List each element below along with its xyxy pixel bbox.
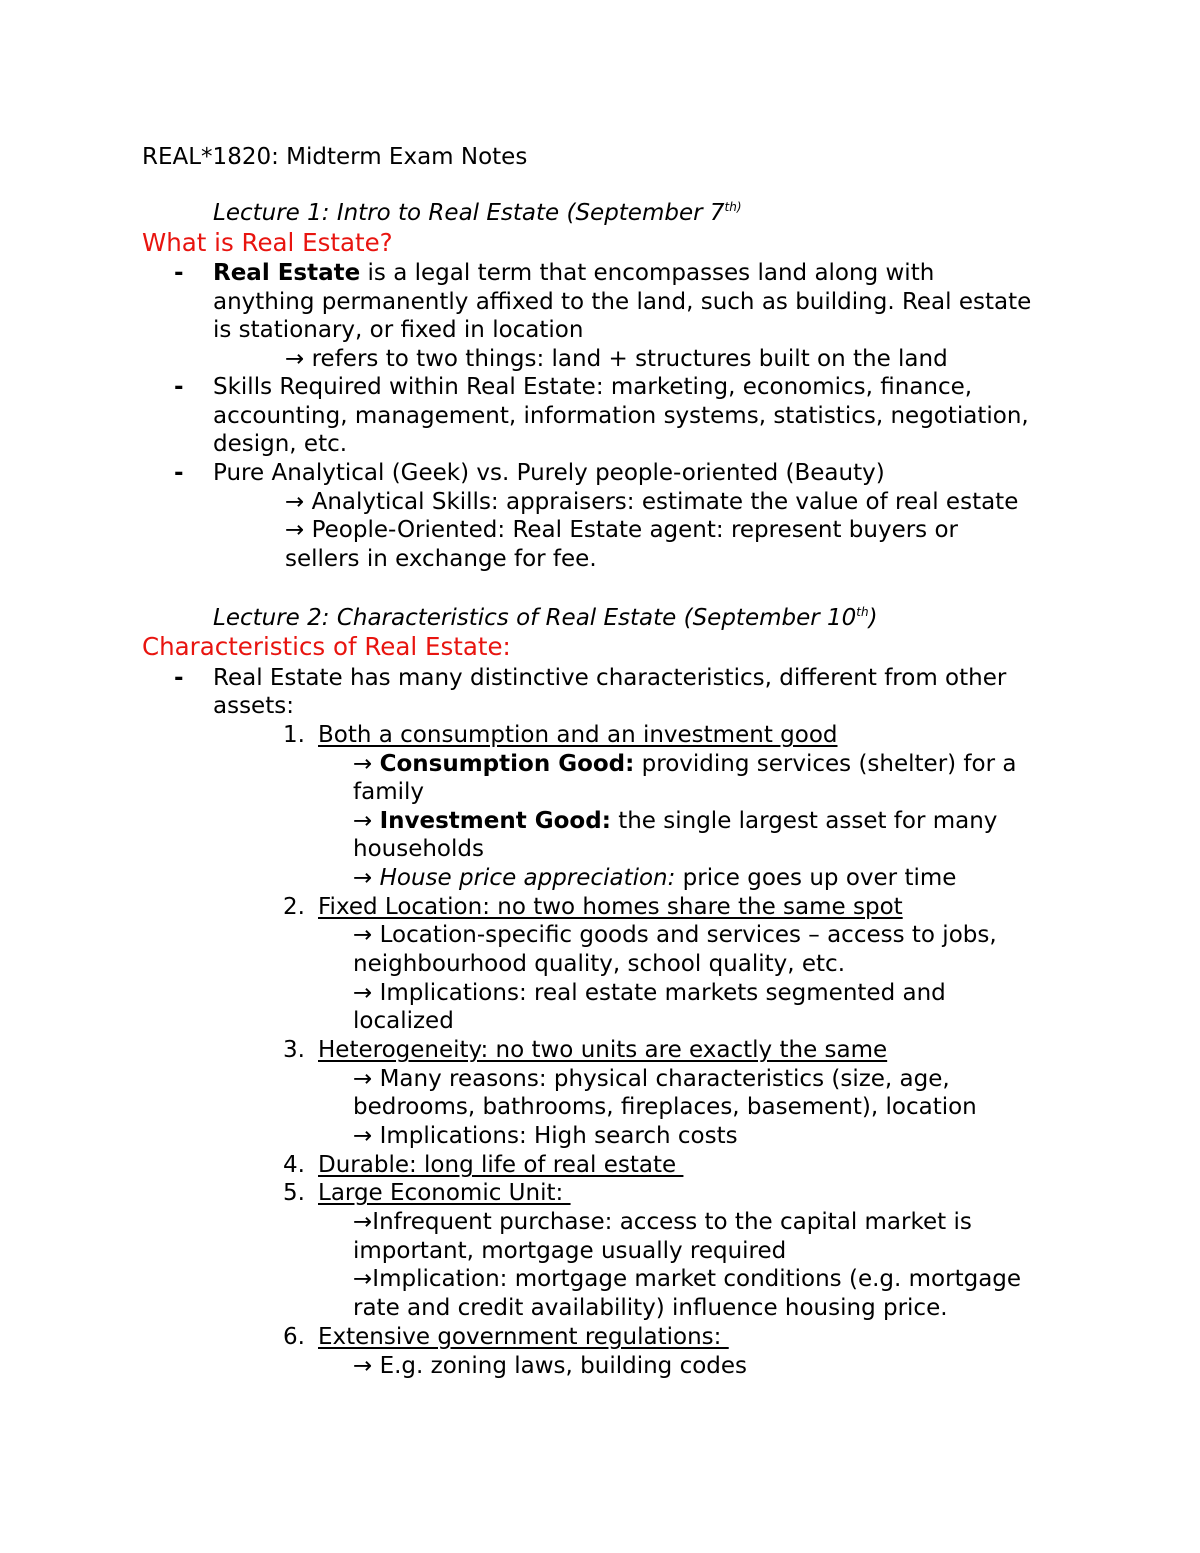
sub-point: → Consumption Good: providing services (shelter) for a [353, 751, 1017, 777]
arrow-icon: → [285, 517, 305, 543]
bullet-distinctive-characteristics: Real Estate has many distinctive characteristics, different from other [213, 665, 1007, 691]
sub-point: → E.g. zoning laws, building codes [353, 1353, 748, 1379]
section-heading-characteristics: Characteristics of Real Estate: [142, 632, 511, 661]
text-line: anything permanently affixed to the land, such as building. Real estate [213, 289, 1032, 315]
lecture-2-heading: Lecture 2: Characteristics of Real Estate (September 10th) [213, 605, 878, 631]
bullet-analytical-vs-people: Pure Analytical (Geek) vs. Purely people-oriented (Beauty) [213, 460, 885, 486]
list-number: 6. [283, 1324, 305, 1350]
list-number: 2. [283, 894, 305, 920]
list-number: 3. [283, 1037, 305, 1063]
sub-point: →Infrequent purchase: access to the capital market is [353, 1209, 972, 1235]
section-heading-what-is-real-estate: What is Real Estate? [142, 228, 393, 257]
lecture-1-heading: Lecture 1: Intro to Real Estate (September $7^{th)}$ [213, 200, 742, 226]
list-item-title: Fixed Location: no two homes share the same spot [318, 894, 903, 920]
arrow-icon: → [353, 1266, 373, 1292]
list-number: 5. [283, 1180, 305, 1206]
text-line: design, etc. [213, 431, 348, 457]
text-line: assets: [213, 693, 294, 719]
text-line: households [353, 836, 484, 862]
text-line: sellers in exchange for fee. [285, 546, 597, 572]
arrow-icon: → [353, 922, 373, 948]
sub-point: → Many reasons: physical characteristics (size, age, [353, 1066, 950, 1092]
sub-point: → Analytical Skills: appraisers: estimate the value of real estate [285, 489, 1019, 515]
arrow-icon: → [353, 751, 373, 777]
text-line: rate and credit availability) influence housing price. [353, 1295, 948, 1321]
sub-point: → Implications: High search costs [353, 1123, 738, 1149]
arrow-icon: → [285, 346, 305, 372]
text-line: important, mortgage usually required [353, 1238, 787, 1264]
list-item-title: Large Economic Unit: [318, 1180, 571, 1206]
bullet-skills-required: Skills Required within Real Estate: marketing, economics, finance, [213, 374, 973, 400]
arrow-icon: → [353, 1123, 373, 1149]
text-line: neighbourhood quality, school quality, etc. [353, 951, 846, 977]
sub-point: → refers to two things: land + structures built on the land [285, 346, 948, 372]
text-line: bedrooms, bathrooms, fireplaces, basement), location [353, 1094, 977, 1120]
text-line: is stationary, or fixed in location [213, 317, 584, 343]
arrow-icon: → [353, 865, 373, 891]
sub-point: → People-Oriented: Real Estate agent: represent buyers or [285, 517, 959, 543]
arrow-icon: → [353, 980, 373, 1006]
arrow-icon: → [353, 1066, 373, 1092]
arrow-icon: → [353, 808, 373, 834]
sub-point: → Investment Good: the single largest asset for many [353, 808, 998, 834]
arrow-icon: → [353, 1353, 373, 1379]
text-line: accounting, management, information systems, statistics, negotiation, [213, 403, 1029, 429]
text-line: family [353, 779, 424, 805]
document-page: REAL*1820: Midterm Exam Notes Lecture 1: Intro to Real Estate (September $7^{th)}$ What is Real Estate? - Real Estate is a legal term that encompasses land along with anything permanently affixed to the land, such as building. Real estate is stationary, or fixed in location → refers to two things: land + structures built on the land - Skills Required within Real Estate: marketing, economics, finance, accounting, management, information systems, statistics, negotiation, design, etc. - Pure Analytical (Geek) vs. Purely people-oriented (Beauty) → Analytical Skills: appraisers: estimate the value of real estate → People-Oriented: Real Estate agent: represent buyers or sellers in exchange for fee. Lecture 2: Characteristics of Real Estate (September 10th) Characteristics of Real Estate: - Real Estate has many distinctive characteristics, different from other assets: 1. Both a consumption and an investment good → Consumption Good: providing services (shelter) for a family → Investment Good: the single largest asset for many households → House price appreciation: price goes up over time 2. Fixed Location: no two homes share the same spot → Location-specific goods and services – access to jobs, neighbourhood quality, school quality, etc. → Implications: real estate markets segmented and localized 3. Heterogeneity: no two units are exactly the same → Many reasons: physical characteristics (size, age, bedrooms, bathrooms, fireplaces, basement), location → Implications: High search costs 4. Durable: long life of real estate 5. Large Economic Unit: →Infrequent purchase: access to the capital market is important, mortgage usually required →Implication: mortgage market conditions (e.g. mortgage rate and credit availability) influence housing price. 6. Extensive government regulations: → E.g. zoning laws, building codes [142, 144, 1032, 1379]
arrow-icon: → [285, 489, 305, 515]
document-title: REAL*1820: Midterm Exam Notes [142, 144, 528, 170]
sub-point: → House price appreciation: price goes up over time [353, 865, 957, 891]
list-number: 1. [283, 722, 305, 748]
list-item-title: Extensive government regulations: [318, 1324, 729, 1350]
text-line: localized [353, 1008, 454, 1034]
sub-point: →Implication: mortgage market conditions (e.g. mortgage [353, 1266, 1022, 1292]
arrow-icon: → [353, 1209, 373, 1235]
sub-point: → Implications: real estate markets segmented and [353, 980, 946, 1006]
list-item-title: Durable: long life of real estate [318, 1152, 684, 1178]
list-item-title: Heterogeneity: no two units are exactly the same [318, 1037, 888, 1063]
bullet-real-estate-definition: Real Estate is a legal term that encompasses land along with [213, 260, 935, 286]
list-number: 4. [283, 1152, 305, 1178]
list-item-title: Both a consumption and an investment good [318, 722, 838, 748]
sub-point: → Location-specific goods and services – access to jobs, [353, 922, 997, 948]
